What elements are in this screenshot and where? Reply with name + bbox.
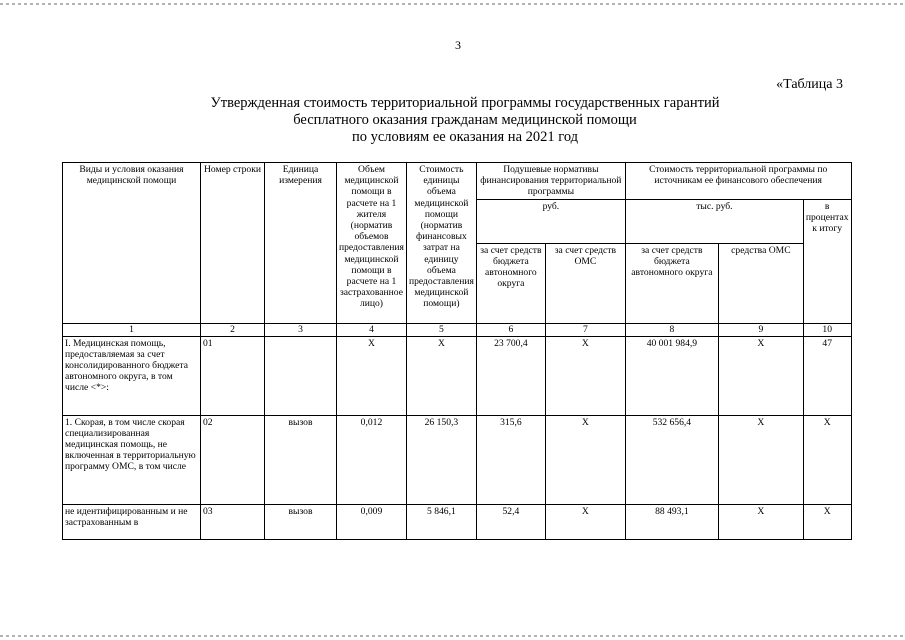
row-line: 03 — [201, 504, 265, 539]
header-kinds: Виды и условия оказания медицинской помощи — [63, 163, 201, 324]
header-cost-budget: за счет средств бюджета автономного округа — [625, 243, 718, 323]
table-label: «Таблица 3 — [776, 77, 843, 92]
header-pc-oms: за счет средств ОМС — [545, 243, 625, 323]
table-row — [63, 336, 852, 415]
page-number: 3 — [455, 38, 461, 52]
row-pc-budget: 23 700,4 — [476, 336, 545, 415]
row-unit — [265, 336, 337, 415]
row-volume: X — [337, 336, 407, 415]
table-row — [63, 415, 852, 504]
row-unit: вызов — [265, 504, 337, 539]
title-line-2: бесплатного оказания гражданам медицинской помощи — [293, 112, 637, 128]
column-number: 10 — [803, 323, 851, 336]
document-title — [170, 95, 760, 146]
row-unit-cost: 26 150,3 — [406, 415, 476, 504]
row-cost-budget: 88 493,1 — [625, 504, 718, 539]
row-cost-budget: 40 001 984,9 — [625, 336, 718, 415]
column-number: 1 — [63, 323, 201, 336]
column-number: 5 — [406, 323, 476, 336]
title-line-3: по условиям ее оказания на 2021 год — [351, 129, 579, 145]
row-name: I. Медицинская помощь, предоставляемая за счет консолидированного бюджета автономного округа, в том числе <*>: — [63, 336, 201, 415]
row-volume: 0,012 — [337, 415, 407, 504]
column-number: 2 — [201, 323, 265, 336]
table-row — [63, 504, 852, 539]
scan-artifact-top — [0, 3, 905, 5]
column-number: 4 — [337, 323, 407, 336]
row-line: 01 — [201, 336, 265, 415]
column-number: 6 — [476, 323, 545, 336]
header-thous-rub: тыс. руб. — [625, 199, 803, 243]
column-number: 8 — [625, 323, 718, 336]
header-line-number: Номер строки — [201, 163, 265, 324]
header-unit-cost: Стоимость единицы объема медицинской помощи (норматив финансовых затрат на единицу объема предоставления медицинской помощи) — [406, 163, 476, 324]
row-volume: 0,009 — [337, 504, 407, 539]
header-pc-budget: за счет средств бюджета автономного округа — [476, 243, 545, 323]
header-cost-oms: средства ОМС — [718, 243, 803, 323]
column-number: 3 — [265, 323, 337, 336]
row-percent: X — [803, 504, 851, 539]
row-pc-oms: X — [545, 336, 625, 415]
header-cost-group: Стоимость территориальной программы по источникам ее финансового обеспечения — [625, 163, 851, 200]
row-percent: X — [803, 415, 851, 504]
column-number: 9 — [718, 323, 803, 336]
row-name: 1. Скорая, в том числе скорая специализированная медицинская помощь, не включенная в территориальную программу ОМС, в том числе — [63, 415, 201, 504]
row-cost-budget: 532 656,4 — [625, 415, 718, 504]
row-pc-budget: 52,4 — [476, 504, 545, 539]
row-unit: вызов — [265, 415, 337, 504]
header-percent: в процентах к итогу — [803, 199, 851, 323]
row-unit-cost: X — [406, 336, 476, 415]
scan-artifact-bottom — [0, 635, 905, 637]
header-unit: Единица измерения — [265, 163, 337, 324]
header-per-capita-group: Подушевые нормативы финансирования территориальной программы — [476, 163, 625, 200]
header-volume: Объем медицинской помощи в расчете на 1 жителя (норматив объемов предоставления медицинской помощи в расчете на 1 застрахованное лицо) — [337, 163, 407, 324]
row-name: не идентифицированным и не застрахованным в — [63, 504, 201, 539]
row-pc-budget: 315,6 — [476, 415, 545, 504]
column-number: 7 — [545, 323, 625, 336]
title-line-1: Утвержденная стоимость территориальной программы государственных гарантий — [210, 95, 720, 111]
row-cost-oms: X — [718, 336, 803, 415]
row-unit-cost: 5 846,1 — [406, 504, 476, 539]
row-percent: 47 — [803, 336, 851, 415]
row-cost-oms: X — [718, 415, 803, 504]
cost-table — [62, 162, 852, 540]
row-cost-oms: X — [718, 504, 803, 539]
row-pc-oms: X — [545, 415, 625, 504]
column-number-row — [63, 323, 852, 336]
row-pc-oms: X — [545, 504, 625, 539]
row-line: 02 — [201, 415, 265, 504]
header-rub: руб. — [476, 199, 625, 243]
